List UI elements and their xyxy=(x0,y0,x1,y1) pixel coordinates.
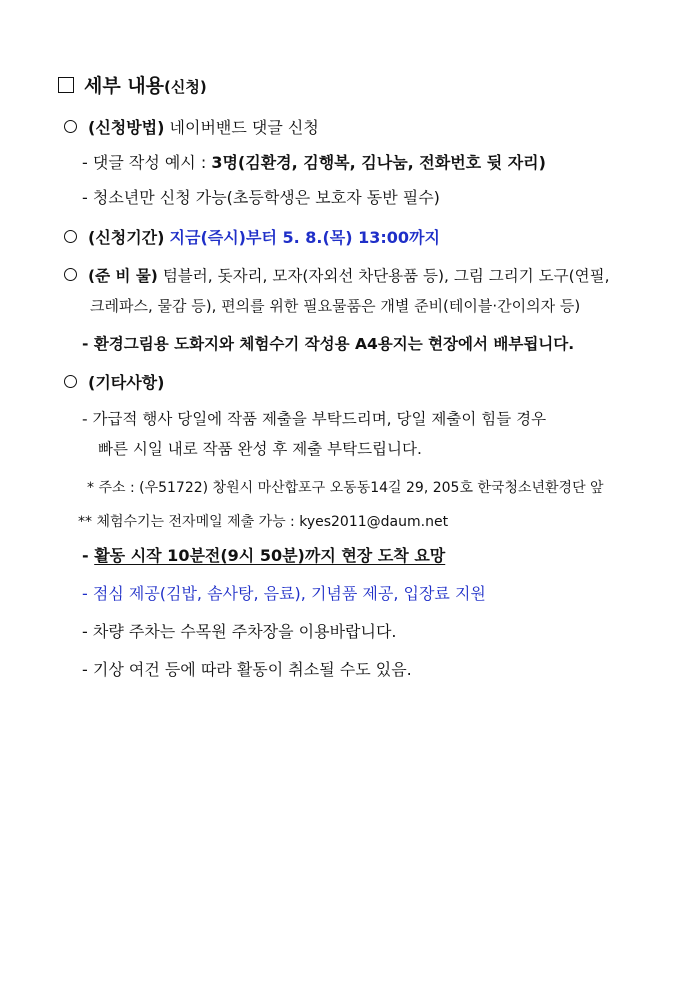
etc-line xyxy=(64,372,164,394)
period-value: 지금(즉시)부터 5. 8.(목) 13:00까지 xyxy=(169,228,440,247)
bullet-circle-icon xyxy=(64,120,77,133)
arrival-line xyxy=(82,545,445,567)
arrival-dash: - xyxy=(82,546,89,565)
supplies-label: (준 비 물) xyxy=(88,267,158,285)
section-title: 세부 내용 xyxy=(84,75,165,97)
method-value: 네이버밴드 댓글 신청 xyxy=(169,118,319,137)
method-line xyxy=(64,117,319,139)
etc-label: (기타사항) xyxy=(88,373,165,392)
address-line: * 주소 : (우51722) 창원시 마산합포구 오동동14길 29, 205호 한국청소년환경단 앞 xyxy=(87,480,604,496)
youth-only-line: - 청소년만 신청 가능(초등학생은 보호자 동반 필수) xyxy=(82,188,440,207)
example-value: 3명(김환경, 김행복, 김나눔, 전화번호 뒷 자리) xyxy=(211,153,546,172)
example-line xyxy=(82,152,546,174)
checkbox-square-icon xyxy=(58,77,74,93)
supplies-line-2: 크레파스, 물감 등), 편의를 위한 필요물품은 개별 준비(테이블·간이의자 등) xyxy=(90,297,581,315)
supplies-line-1 xyxy=(64,265,610,287)
section-title-suffix: (신청) xyxy=(164,78,207,96)
period-label: (신청기간) xyxy=(88,228,165,247)
bullet-circle-icon xyxy=(64,268,77,281)
bullet-circle-icon xyxy=(64,230,77,243)
arrival-text: 활동 시작 10분전(9시 50분)까지 현장 도착 요망 xyxy=(94,546,446,565)
method-label: (신청방법) xyxy=(88,118,165,137)
paper-note-line: - 환경그림용 도화지와 체험수기 작성용 A4용지는 현장에서 배부됩니다. xyxy=(82,335,575,353)
bullet-circle-icon xyxy=(64,375,77,388)
example-prefix: - 댓글 작성 예시 : xyxy=(82,153,207,172)
period-line xyxy=(64,227,440,249)
section-heading xyxy=(58,71,207,98)
submit-line-2: 빠른 시일 내로 작품 완성 후 제출 부탁드립니다. xyxy=(98,440,422,458)
lunch-line: - 점심 제공(김밥, 솜사탕, 음료), 기념품 제공, 입장료 지원 xyxy=(82,584,486,603)
parking-line: - 차량 주차는 수목원 주차장을 이용바랍니다. xyxy=(82,622,397,641)
weather-line: - 기상 여건 등에 따라 활동이 취소될 수도 있음. xyxy=(82,660,412,679)
email-line: ** 체험수기는 전자메일 제출 가능 : kyes2011@daum.net xyxy=(78,514,449,530)
supplies-text-1: 텀블러, 돗자리, 모자(자외선 차단용품 등), 그림 그리기 도구(연필, xyxy=(162,267,610,285)
submit-line-1: - 가급적 행사 당일에 작품 제출을 부탁드리며, 당일 제출이 힘들 경우 xyxy=(82,410,547,428)
